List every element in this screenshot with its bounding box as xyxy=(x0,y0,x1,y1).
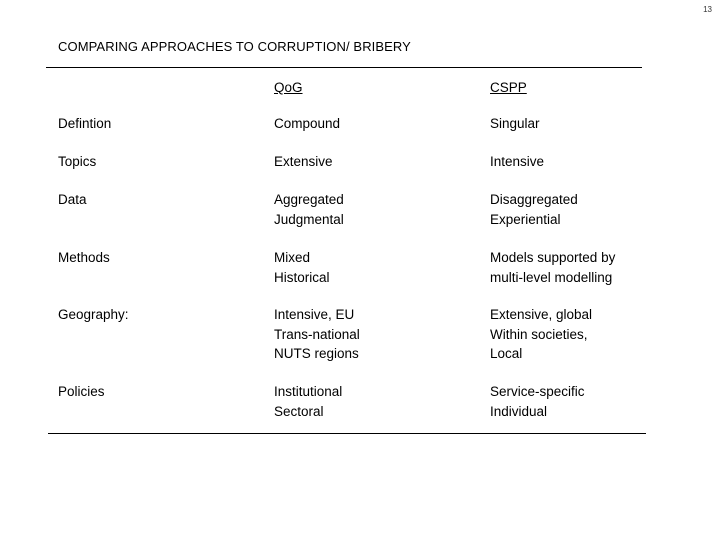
table-row-data xyxy=(58,190,648,248)
qog-cell: Intensive, EU Trans-national NUTS regions xyxy=(274,307,360,361)
table-row-policies xyxy=(58,382,648,426)
comparison-table xyxy=(58,78,648,426)
row-label: Topics xyxy=(58,154,97,169)
row-label: Methods xyxy=(58,250,110,265)
page-number: 13 xyxy=(703,5,712,14)
qog-cell: Aggregated Judgmental xyxy=(274,192,344,227)
table-row-methods xyxy=(58,248,648,305)
cspp-cell: Extensive, global Within societies, Local xyxy=(490,307,593,361)
header-qog-column xyxy=(274,78,490,114)
row-label: Data xyxy=(58,192,87,207)
row-label: Geography: xyxy=(58,307,129,322)
cspp-cell: Models supported by multi-level modelling xyxy=(490,250,616,285)
qog-cell: Institutional Sectoral xyxy=(274,384,343,419)
qog-cell: Extensive xyxy=(274,154,333,169)
header-label-column xyxy=(58,78,274,114)
header-cspp-column xyxy=(490,78,648,114)
table-row-geography xyxy=(58,305,648,382)
row-label: Defintion xyxy=(58,116,112,131)
row-label: Policies xyxy=(58,384,105,399)
table-header-row xyxy=(58,78,648,114)
slide-title: COMPARING APPROACHES TO CORRUPTION/ BRIBERY xyxy=(58,39,411,54)
cspp-cell: Disaggregated Experiential xyxy=(490,192,578,227)
cspp-cell: Service-specific Individual xyxy=(490,384,585,419)
header-cspp: CSPP xyxy=(490,80,527,95)
table-row-definition xyxy=(58,114,648,152)
cspp-cell: Singular xyxy=(490,116,540,131)
table-row-topics xyxy=(58,152,648,190)
table-top-rule xyxy=(46,67,642,68)
qog-cell: Compound xyxy=(274,116,341,131)
cspp-cell: Intensive xyxy=(490,154,545,169)
qog-cell: Mixed Historical xyxy=(274,250,330,285)
table-bottom-rule xyxy=(48,433,646,434)
header-qog: QoG xyxy=(274,80,303,95)
